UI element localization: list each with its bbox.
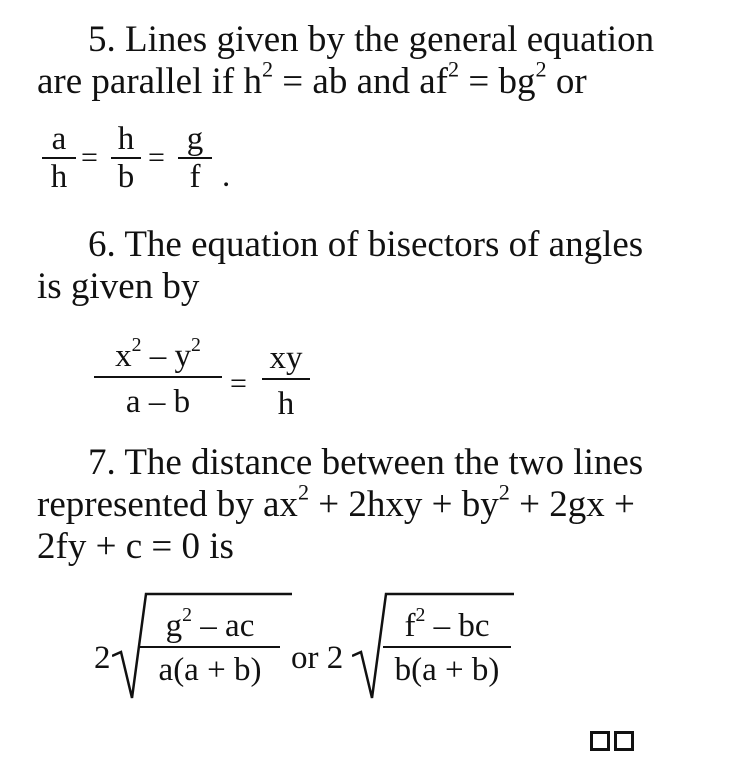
- period: .: [222, 158, 231, 194]
- fraction-g-over-f: g f: [178, 121, 212, 195]
- fraction-xy-over-h: xy h: [262, 340, 310, 422]
- item7-line1: 7. The distance between the two lines: [88, 442, 644, 483]
- end-mark-box-icon: [590, 731, 610, 751]
- item5-line1: 5. Lines given by the general equation: [88, 19, 655, 60]
- root2-fraction: $f^2$ – bc b(a + b): [383, 608, 511, 688]
- item6-line1: 6. The equation of bisectors of angles: [88, 224, 644, 265]
- item6-line2: is given by: [37, 266, 200, 307]
- or-2-label: or 2: [291, 640, 344, 676]
- item7-line2: represented by $ax^2 + 2hxy + by^2 + 2gx$ +: [37, 479, 635, 525]
- equals-sign: =: [81, 141, 98, 174]
- fraction-a-over-h: a h: [42, 121, 76, 195]
- root1-fraction: $g^2$ – ac a(a + b): [140, 608, 280, 688]
- fraction-x2-minus-y2-over-a-minus-b: $x^2 - y^2$ a – b: [94, 338, 222, 420]
- equals-sign: =: [148, 141, 165, 174]
- coefficient-2: 2: [94, 640, 111, 676]
- end-mark-box-icon: [614, 731, 634, 751]
- item7-line3: 2fy + c = 0 is: [37, 526, 234, 567]
- fraction-h-over-b: h b: [111, 121, 141, 195]
- equals-sign: =: [230, 367, 247, 400]
- item5-line2: are parallel if $h^2$ = ab and $af^2 = bg^2$ or: [37, 56, 587, 102]
